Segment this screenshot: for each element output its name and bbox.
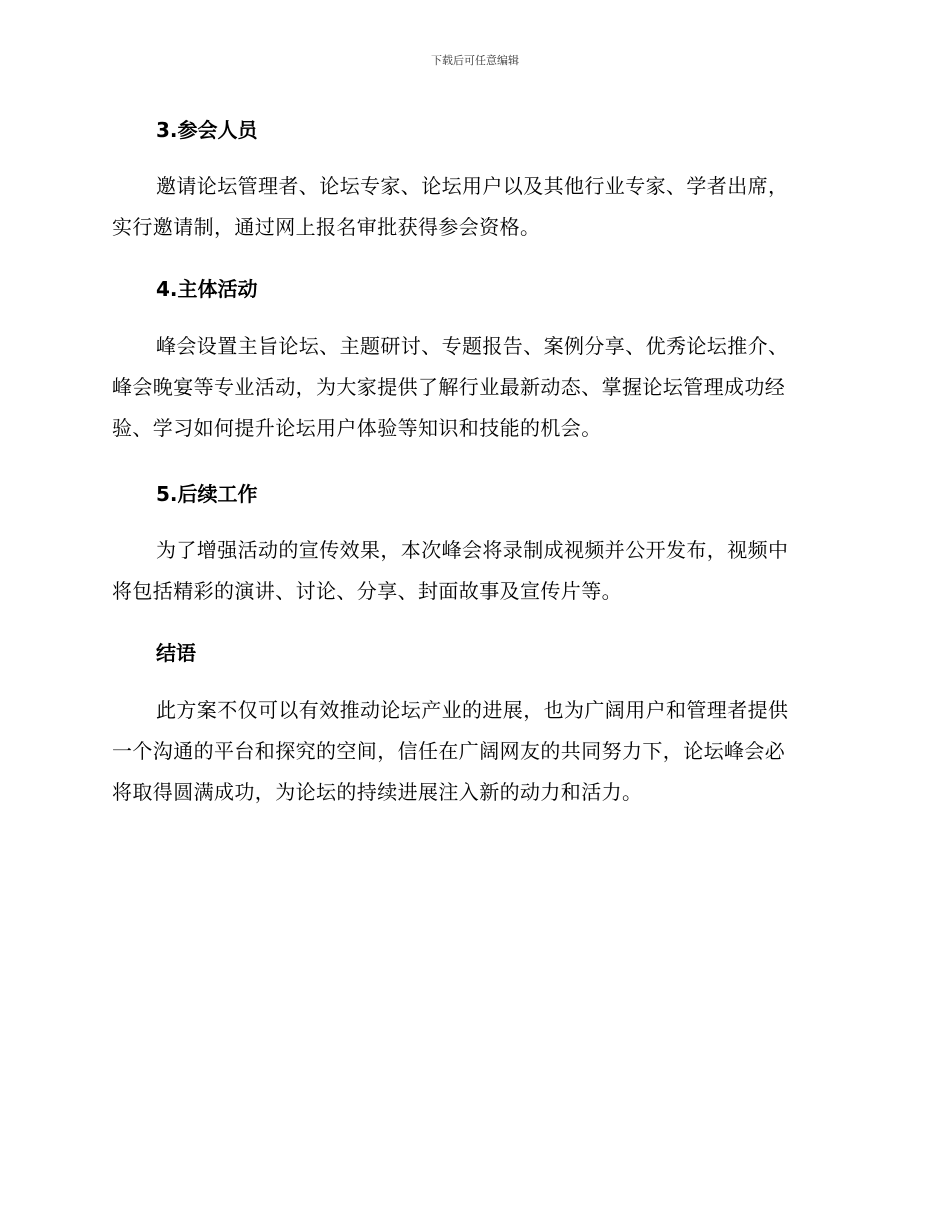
paragraph-line: 此方案不仅可以有效推动论坛产业的进展，也为广阔用户和管理者提供 [156, 698, 789, 722]
section-heading-follow-up: 5.后续工作 [156, 482, 258, 506]
section-paragraph-follow-up [112, 530, 834, 612]
section-paragraph-main-activities [112, 326, 834, 449]
section-heading-attendees: 3.参会人员 [156, 118, 258, 142]
paragraph-line: 将取得圆满成功，为论坛的持续进展注入新的动力和活力。 [112, 780, 643, 804]
paragraph-line: 为了增强活动的宣传效果，本次峰会将录制成视频并公开发布，视频中 [156, 538, 789, 562]
paragraph-line: 峰会晚宴等专业活动，为大家提供了解行业最新动态、掌握论坛管理成功经 [112, 375, 786, 399]
paragraph-line: 峰会设置主旨论坛、主题研讨、专题报告、案例分享、优秀论坛推介、 [156, 334, 789, 358]
paragraph-line: 将包括精彩的演讲、讨论、分享、封面故事及宣传片等。 [112, 579, 622, 603]
paragraph-line: 实行邀请制，通过网上报名审批获得参会资格。 [112, 215, 541, 239]
paragraph-line: 一个沟通的平台和探究的空间，信任在广阔网友的共同努力下，论坛峰会必 [112, 739, 786, 763]
section-heading-conclusion: 结语 [156, 641, 196, 665]
page-header: 下载后可任意编辑 [431, 54, 519, 67]
section-paragraph-attendees [112, 166, 834, 248]
section-heading-main-activities: 4.主体活动 [156, 277, 258, 301]
section-paragraph-conclusion [112, 690, 834, 813]
paragraph-line: 验、学习如何提升论坛用户体验等知识和技能的机会。 [112, 416, 602, 440]
paragraph-line: 邀请论坛管理者、论坛专家、论坛用户以及其他行业专家、学者出席， [156, 174, 789, 198]
